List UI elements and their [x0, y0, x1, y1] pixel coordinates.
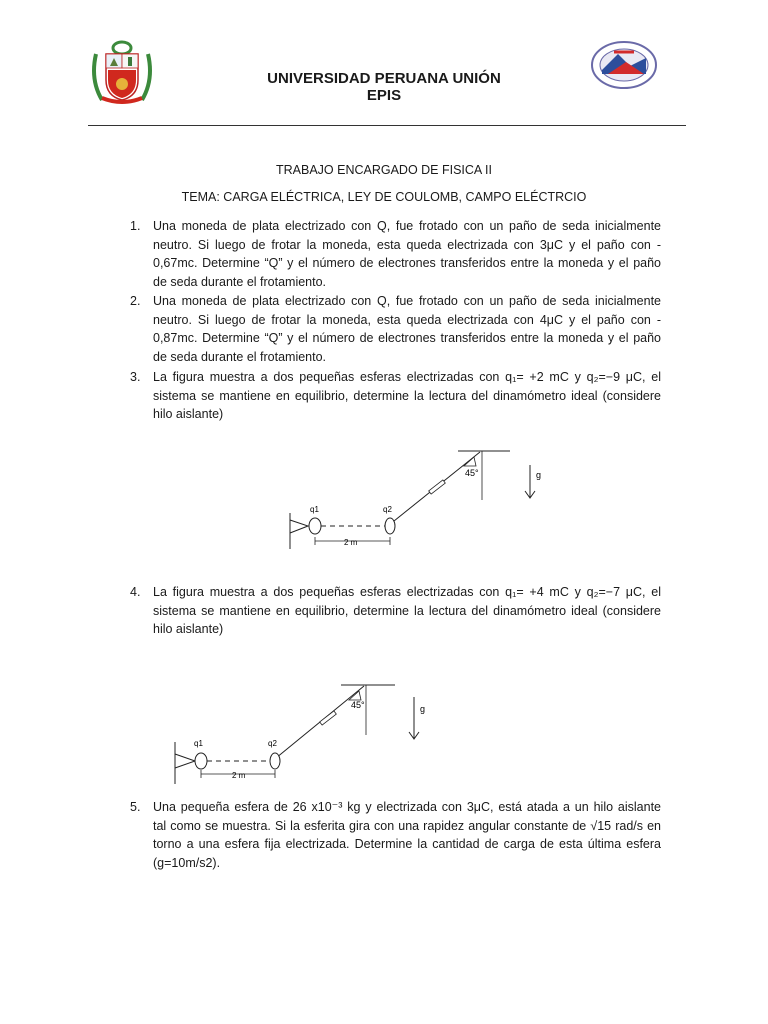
figure-1-diagram: [280, 445, 550, 555]
problem-text-line: Una moneda de plata electrizado con Q, fue frotado con un paño de seda inicialmente: [153, 219, 661, 233]
header-divider: [88, 125, 686, 126]
university-name: UNIVERSIDAD PERUANA UNIÓN: [267, 70, 501, 87]
problem-text-line: sistema se mantiene en equilibrio, determine la lectura del dinamómetro ideal (considere: [153, 388, 661, 403]
distance-label: 2 m: [232, 771, 246, 780]
problem-number: 4.: [130, 585, 141, 599]
assignment-title: TRABAJO ENCARGADO DE FISICA II: [275, 163, 492, 177]
gravity-label: g: [420, 704, 426, 714]
problem-text-line: 0,87mc. Determine “Q” y el número de electrones transferidos entre la moneda y el paño: [153, 331, 661, 346]
problem-number: 1.: [130, 219, 141, 233]
problem-text-line: 0,67mc. Determine “Q” y el número de electrones transferidos entre la moneda y el paño: [153, 256, 661, 271]
distance-label: 2 m: [344, 538, 358, 547]
problem-text-line: Una pequeña esfera de 26 x10⁻³ kg y electrizada con 3μC, está atada a un hilo aislante: [153, 800, 661, 814]
angle-label: 45°: [351, 700, 365, 710]
figure-2-diagram: [165, 680, 445, 790]
problem-text-line: Una moneda de plata electrizado con Q, fue frotado con un paño de seda inicialmente: [153, 294, 661, 308]
problem-text-line: La figura muestra a dos pequeñas esferas electrizadas con q₁= +2 mC y q₂=−9 μC, el: [153, 370, 661, 384]
angle-label: 45°: [465, 468, 479, 478]
charge-q1-label: q1: [310, 505, 319, 514]
problem-text-line: torno a una esfera fija electrizada. Determine la cantidad de carga de esta última esfera: [153, 837, 661, 852]
problem-text-line: neutro. Si luego de frotar la moneda, esta queda electrizada con 4μC y el paño con -: [153, 312, 661, 327]
problem-text-line: (g=10m/s2).: [153, 856, 221, 871]
assignment-topic: TEMA: CARGA ELÉCTRICA, LEY DE COULOMB, CAMPO ELÉCTRCIO: [181, 190, 587, 204]
problem-text-line: de seda durante el frotamiento.: [153, 350, 327, 365]
problem-number: 3.: [130, 370, 141, 384]
gravity-label: g: [536, 470, 542, 480]
problem-text-line: sistema se mantiene en equilibrio, determine la lectura del dinamómetro ideal (considere: [153, 603, 661, 618]
problem-number: 5.: [130, 800, 141, 814]
problem-text-line: tal como se muestra. Si la esferita gira con una rapidez angular constante de √15 rad/s en: [153, 818, 661, 833]
problem-text-line: La figura muestra a dos pequeñas esferas electrizadas con q₁= +4 mC y q₂=−7 μC, el: [153, 585, 661, 599]
charge-q2-label: q2: [268, 739, 277, 748]
problem-text-line: neutro. Si luego de frotar la moneda, esta queda electrizada con 3μC y el paño con -: [153, 237, 661, 252]
problem-text-line: de seda durante el frotamiento.: [153, 275, 327, 290]
institution-heading: [0, 70, 768, 104]
problem-number: 2.: [130, 294, 141, 308]
problem-text-line: hilo aislante): [153, 407, 224, 422]
charge-q1-label: q1: [194, 739, 203, 748]
charge-q2-label: q2: [383, 505, 392, 514]
problem-text-line: hilo aislante): [153, 622, 224, 637]
school-name: EPIS: [366, 87, 402, 104]
